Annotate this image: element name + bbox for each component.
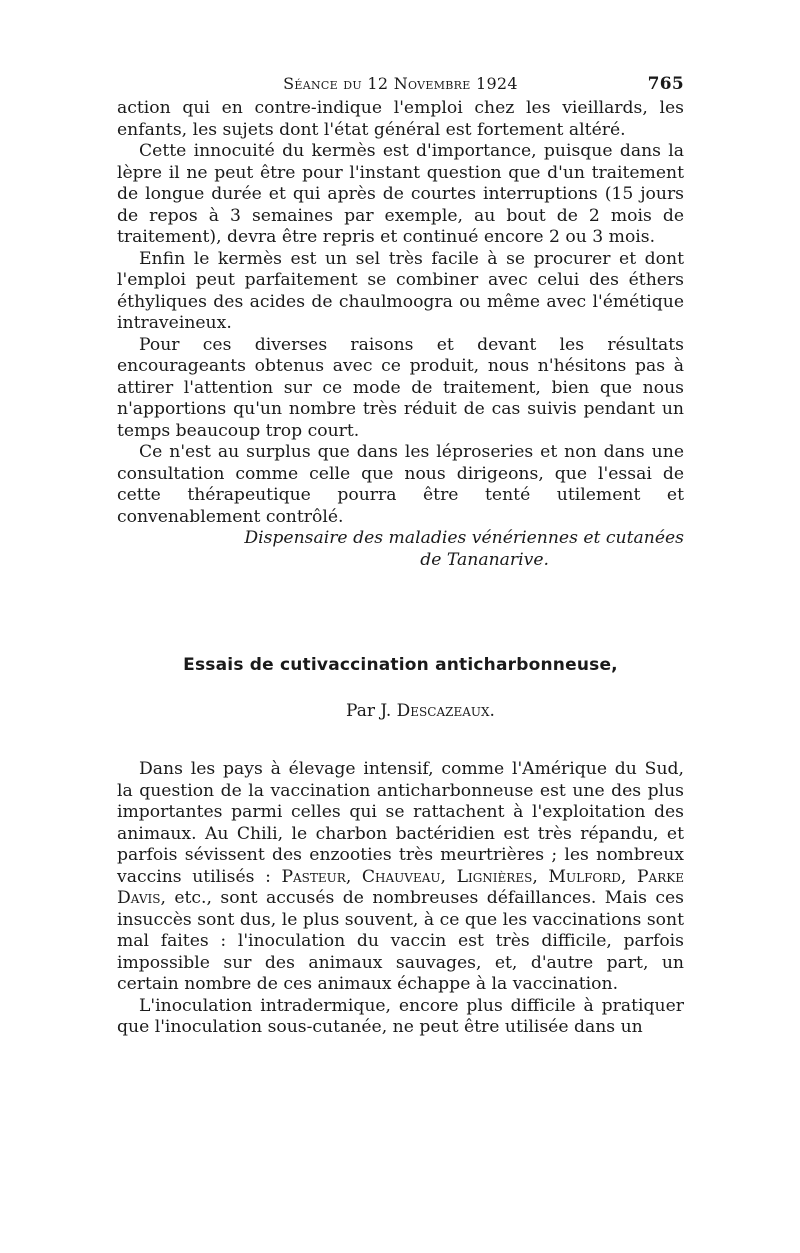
- cited-name: Lignières: [456, 866, 533, 887]
- running-header: [117, 68, 684, 98]
- text-run: , etc., sont accusés de nombreuses défaillances. Mais ces insuccès sont dus, le plus souvent, à ce que les vaccinations sont mal faites : l'inoculation du vaccin est très difficile, parfois impossible sur des animaux sauvages, et, d'autre part, un certain nombre de ces animaux échappe à la vaccination.: [117, 888, 684, 994]
- signature-line-1: Dispensaire des maladies vénériennes et cutanées: [244, 528, 684, 548]
- article-1-body: [117, 98, 684, 528]
- separator: ,: [532, 866, 549, 887]
- article-2-body: [117, 759, 684, 1039]
- byline-prefix: Par J.: [346, 701, 392, 721]
- cited-name: Parke Davis: [117, 866, 684, 908]
- paragraph: Ce n'est au surplus que dans les léproseries et non dans une consultation comme celle que nous dirigeons, que l'essai de cette thérapeutique pourra être tenté utilement et convenablement contrôlé.: [117, 442, 684, 527]
- document-page: [117, 68, 684, 1039]
- author-name: Descazeaux.: [396, 701, 495, 721]
- article-title: Essais de cutivaccination anticharbonneuse,: [183, 655, 618, 675]
- signature-line-2: de Tananarive.: [420, 549, 549, 570]
- separator: ,: [345, 866, 362, 887]
- paragraph: L'inoculation intradermique, encore plus difficile à pratiquer que l'inoculation sous-cutanée, ne peut être utilisée dans un: [117, 995, 684, 1037]
- paragraph: Enfin le kermès est un sel très facile à se procurer et dont l'emploi peut parfaitement se combiner avec celui des éthers éthyliques des acides de chaulmoogra ou même avec l'émétique intraveineux.: [117, 248, 684, 333]
- separator: ,: [440, 866, 457, 887]
- byline: [117, 701, 684, 721]
- paragraph: action qui en contre-indique l'emploi chez les vieillards, les enfants, les sujets dont l'état général est fortement altéré.: [117, 98, 684, 140]
- running-title: Séance du 12 Novembre 1924: [283, 74, 518, 93]
- text-run: Dans les pays à élevage intensif, comme l'Amérique du Sud, la question de la vaccination anticharbonneuse est une des plus importantes parmi celles qui se rattachent à l'exploitation des animaux. Au Chili, le charbon bactéridien est très répandu, et parfois sévissent des enzooties très meurtrières ; les nombreux vaccins utilisés :: [117, 759, 684, 887]
- paragraph: [117, 759, 684, 996]
- paragraph: Cette innocuité du kermès est d'importance, puisque dans la lèpre il ne peut être pour l'instant question que d'un traitement de longue durée et qui après de courtes interruptions (15 jours de repos à 3 semaines par exemple, au bout de 2 mois de traitement), devra être repris et continué encore 2 ou 3 mois.: [117, 141, 684, 247]
- cited-name: Chauveau: [361, 866, 441, 887]
- page-number: 765: [647, 74, 684, 94]
- cited-name: Mulford: [548, 866, 621, 887]
- separator: ,: [620, 866, 637, 887]
- paragraph: Pour ces diverses raisons et devant les résultats encourageants obtenus avec ce produit, nous n'hésitons pas à attirer l'attention sur ce mode de traitement, bien que nous n'apportions qu'un nombre très réduit de cas suivis pendant un temps beaucoup trop court.: [117, 334, 684, 441]
- cited-name: Pasteur: [281, 866, 346, 887]
